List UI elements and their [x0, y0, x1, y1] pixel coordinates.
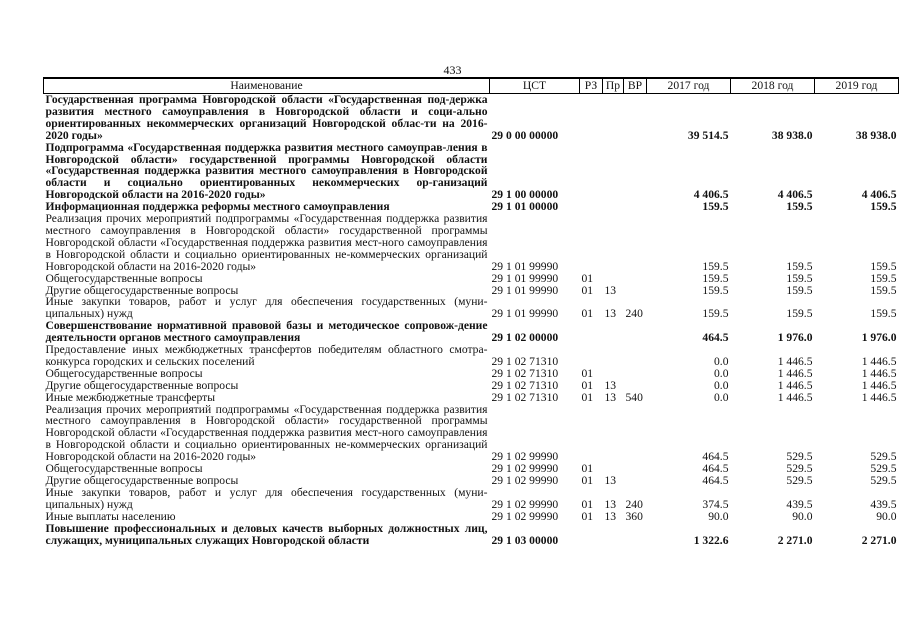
row-name: Другие общегосударственные вопросы — [45, 474, 239, 487]
row-pr: 13 — [604, 307, 617, 321]
row-value-2018: 159.5 — [786, 200, 813, 214]
row-value-2018: 159.5 — [786, 259, 813, 273]
row-value-2019: 159.5 — [870, 200, 897, 214]
column-header-rz: РЗ — [580, 78, 603, 94]
table-row — [44, 344, 899, 368]
row-vr — [624, 475, 647, 487]
page-number: 433 — [443, 63, 462, 77]
column-header-pr: Пр — [603, 78, 624, 94]
row-cst: 29 1 01 00000 — [491, 200, 559, 214]
row-value-2018: 1 446.5 — [777, 354, 813, 368]
row-value-2017: 0.0 — [714, 378, 729, 392]
row-cst: 29 1 01 99990 — [491, 283, 559, 297]
table-row — [44, 487, 899, 511]
row-rz: 01 — [581, 271, 594, 285]
row-value-2018: 4 406.5 — [777, 188, 813, 202]
row-value-2018: 159.5 — [786, 271, 813, 285]
row-vr — [624, 320, 647, 344]
row-value-2017: 159.5 — [702, 200, 729, 214]
row-cst: 29 1 02 99990 — [491, 474, 559, 487]
row-value-2017: 90.0 — [708, 509, 729, 523]
row-name: Общегосударственные вопросы — [45, 366, 203, 380]
column-header-cst: ЦСТ — [490, 78, 580, 94]
row-value-2018: 529.5 — [786, 450, 813, 464]
row-rz — [580, 320, 603, 344]
row-value-2017: 464.5 — [702, 474, 729, 487]
table-row — [44, 94, 899, 142]
row-rz: 01 — [581, 462, 594, 476]
row-rz — [580, 201, 603, 213]
row-value-2018: 159.5 — [786, 307, 813, 321]
row-pr — [603, 404, 624, 464]
row-name: Предоставление иных межбюджетных трансфертов победителям областного смотра-конкурса городских и сельских поселений — [45, 343, 488, 368]
row-value-2019: 38 938.0 — [855, 128, 897, 142]
row-name: Иные межбюджетные трансферты — [45, 390, 216, 404]
row-value-2017: 39 514.5 — [687, 128, 729, 142]
row-vr — [624, 523, 647, 547]
table-body — [44, 94, 899, 547]
table-row — [44, 296, 899, 320]
row-value-2019: 90.0 — [876, 509, 897, 523]
table-row — [44, 368, 899, 380]
table-row — [44, 213, 899, 273]
row-value-2019: 159.5 — [870, 307, 897, 321]
table-row — [44, 523, 899, 547]
row-vr: 240 — [625, 497, 643, 511]
row-vr: 540 — [625, 390, 643, 404]
row-rz — [580, 344, 603, 368]
row-vr: 360 — [625, 509, 643, 523]
row-rz: 01 — [581, 307, 594, 321]
row-name: Иные закупки товаров, работ и услуг для обеспечения государственных (муни-ципальных) нужд — [45, 485, 488, 511]
column-header-2018: 2018 год — [731, 78, 815, 94]
row-pr — [603, 213, 624, 273]
row-rz — [580, 142, 603, 202]
row-value-2018: 439.5 — [786, 497, 813, 511]
row-value-2019: 439.5 — [870, 497, 897, 511]
row-value-2018: 1 446.5 — [777, 366, 813, 380]
row-cst: 29 1 02 71310 — [491, 366, 559, 380]
row-value-2018: 2 271.0 — [777, 533, 813, 547]
row-vr — [624, 142, 647, 202]
row-rz: 01 — [581, 474, 594, 487]
table-row — [44, 273, 899, 285]
row-name: Другие общегосударственные вопросы — [45, 283, 239, 297]
row-name: Реализация прочих мероприятий подпрограммы «Государственная поддержка развития местного самоуправления в Новгородской области» государственной программы Новгородской области «Государственная поддержка развития мест-ного самоуправления в Новгородской области и социально ориентированных не-коммерческих организаций Новгородской области на 2016-2020 годы» — [45, 402, 488, 464]
row-pr — [603, 523, 624, 547]
row-name: Иные выплаты населению — [45, 509, 176, 523]
table-row — [44, 320, 899, 344]
row-cst: 29 1 02 00000 — [491, 331, 559, 345]
table-header-row — [44, 78, 899, 94]
row-cst: 29 1 02 99990 — [491, 509, 559, 523]
column-header-name: Наименование — [44, 78, 490, 94]
row-vr — [624, 213, 647, 273]
row-value-2017: 0.0 — [714, 390, 729, 404]
row-cst: 29 1 01 99990 — [491, 307, 559, 321]
row-value-2018: 1 446.5 — [777, 390, 813, 404]
row-cst: 29 0 00 00000 — [491, 128, 559, 142]
row-pr — [603, 273, 624, 285]
row-value-2019: 529.5 — [870, 450, 897, 464]
row-value-2017: 0.0 — [714, 354, 729, 368]
row-value-2019: 1 446.5 — [861, 354, 897, 368]
row-value-2018: 1 976.0 — [777, 331, 813, 345]
row-value-2017: 1 322.6 — [693, 533, 729, 547]
row-value-2018: 1 446.5 — [777, 378, 813, 392]
row-rz: 01 — [581, 378, 594, 392]
row-vr — [624, 273, 647, 285]
row-pr: 13 — [604, 497, 617, 511]
budget-table — [43, 77, 899, 546]
row-name: Совершенствование нормативной правовой базы и методическое сопровож-дение деятельности органов местного самоуправления — [45, 319, 488, 345]
row-value-2017: 159.5 — [702, 259, 729, 273]
row-pr — [603, 201, 624, 213]
row-pr: 13 — [604, 378, 617, 392]
row-vr — [624, 380, 647, 392]
row-cst: 29 1 03 00000 — [491, 533, 559, 547]
row-vr — [624, 368, 647, 380]
row-cst: 29 1 02 71310 — [491, 354, 559, 368]
row-pr — [603, 368, 624, 380]
row-pr: 13 — [604, 509, 617, 523]
row-pr — [603, 142, 624, 202]
row-cst: 29 1 02 99990 — [491, 462, 559, 476]
row-value-2019: 1 446.5 — [861, 390, 897, 404]
row-value-2017: 4 406.5 — [693, 188, 729, 202]
row-vr — [624, 404, 647, 464]
row-name: Реализация прочих мероприятий подпрограммы «Государственная поддержка развития местного самоуправления в Новгородской области» государственной программы Новгородской области «Государственная поддержка развития мест-ного самоуправления в Новгородской области и социально ориентированных не-коммерческих организаций Новгородской области на 2016-2020 годы» — [45, 212, 488, 273]
table-row — [44, 511, 899, 523]
row-value-2019: 1 446.5 — [861, 378, 897, 392]
row-value-2017: 464.5 — [702, 331, 729, 345]
row-value-2019: 529.5 — [870, 462, 897, 476]
row-value-2019: 159.5 — [870, 259, 897, 273]
row-name: Подпрограмма «Государственная поддержка развития местного самоуправ-ления в Новгородской области» государственной программы Новгородской области «Государственная поддержка развития местного самоуправления в Новгородской области и социально ориентированных некоммерческих ор-ганизаций Новгородской области на 2016-2020 годы» — [45, 140, 488, 202]
column-header-2017: 2017 год — [647, 78, 731, 94]
table-row — [44, 392, 899, 404]
row-rz: 01 — [581, 497, 594, 511]
row-rz: 01 — [581, 366, 594, 380]
row-value-2018: 38 938.0 — [771, 128, 813, 142]
column-header-vr: ВР — [624, 78, 647, 94]
column-header-2019: 2019 год — [815, 78, 899, 94]
row-value-2018: 159.5 — [786, 283, 813, 297]
row-cst: 29 1 02 99990 — [491, 497, 559, 511]
table-row — [44, 142, 899, 202]
row-value-2017: 464.5 — [702, 462, 729, 476]
row-vr: 240 — [625, 307, 643, 321]
row-vr — [624, 463, 647, 475]
row-vr — [624, 344, 647, 368]
row-name: Иные закупки товаров, работ и услуг для обеспечения государственных (муни-ципальных) нужд — [45, 295, 488, 321]
table-row — [44, 380, 899, 392]
row-rz — [580, 404, 603, 464]
row-value-2019: 529.5 — [870, 474, 897, 487]
row-pr — [603, 320, 624, 344]
row-rz: 01 — [581, 390, 594, 404]
row-vr — [624, 94, 647, 142]
row-value-2017: 159.5 — [702, 307, 729, 321]
row-pr: 13 — [604, 283, 617, 297]
row-value-2017: 464.5 — [702, 450, 729, 464]
row-name: Другие общегосударственные вопросы — [45, 378, 239, 392]
row-value-2018: 529.5 — [786, 474, 813, 487]
row-value-2019: 4 406.5 — [861, 188, 897, 202]
row-cst: 29 1 02 71310 — [491, 378, 559, 392]
row-value-2019: 1 976.0 — [861, 331, 897, 345]
row-pr — [603, 344, 624, 368]
table-row — [44, 404, 899, 464]
row-pr — [603, 94, 624, 142]
row-value-2018: 529.5 — [786, 462, 813, 476]
row-name: Общегосударственные вопросы — [45, 271, 203, 285]
row-vr — [624, 285, 647, 297]
row-value-2018: 90.0 — [792, 509, 813, 523]
row-name: Общегосударственные вопросы — [45, 462, 203, 476]
row-value-2017: 0.0 — [714, 366, 729, 380]
row-rz — [580, 523, 603, 547]
row-rz — [580, 213, 603, 273]
row-cst: 29 1 01 99990 — [491, 271, 559, 285]
row-name: Государственная программа Новгородской области «Государственная под-держка развития местного самоуправления в Новгородской области и соци-ально ориентированных некоммерческих организаций Новгородской облас-ти на 2016-2020 годы» — [45, 93, 488, 142]
row-pr: 13 — [604, 390, 617, 404]
row-value-2019: 2 271.0 — [861, 533, 897, 547]
row-value-2017: 374.5 — [702, 497, 729, 511]
row-rz: 01 — [581, 509, 594, 523]
row-name: Информационная поддержка реформы местного самоуправления — [45, 200, 390, 214]
row-cst: 29 1 02 71310 — [491, 390, 559, 404]
row-value-2017: 159.5 — [702, 271, 729, 285]
row-name: Повышение профессиональных и деловых качеств выборных должностных лиц, служащих, муниципальных служащих Новгородской области — [45, 521, 488, 547]
row-cst: 29 1 00 00000 — [491, 188, 559, 202]
row-cst: 29 1 01 99990 — [491, 259, 559, 273]
row-vr — [624, 201, 647, 213]
row-value-2019: 159.5 — [870, 283, 897, 297]
row-cst: 29 1 02 99990 — [491, 450, 559, 464]
row-value-2019: 159.5 — [870, 271, 897, 285]
row-value-2019: 1 446.5 — [861, 366, 897, 380]
row-rz: 01 — [581, 283, 594, 297]
row-value-2017: 159.5 — [702, 283, 729, 297]
row-rz — [580, 94, 603, 142]
row-pr: 13 — [604, 474, 617, 487]
